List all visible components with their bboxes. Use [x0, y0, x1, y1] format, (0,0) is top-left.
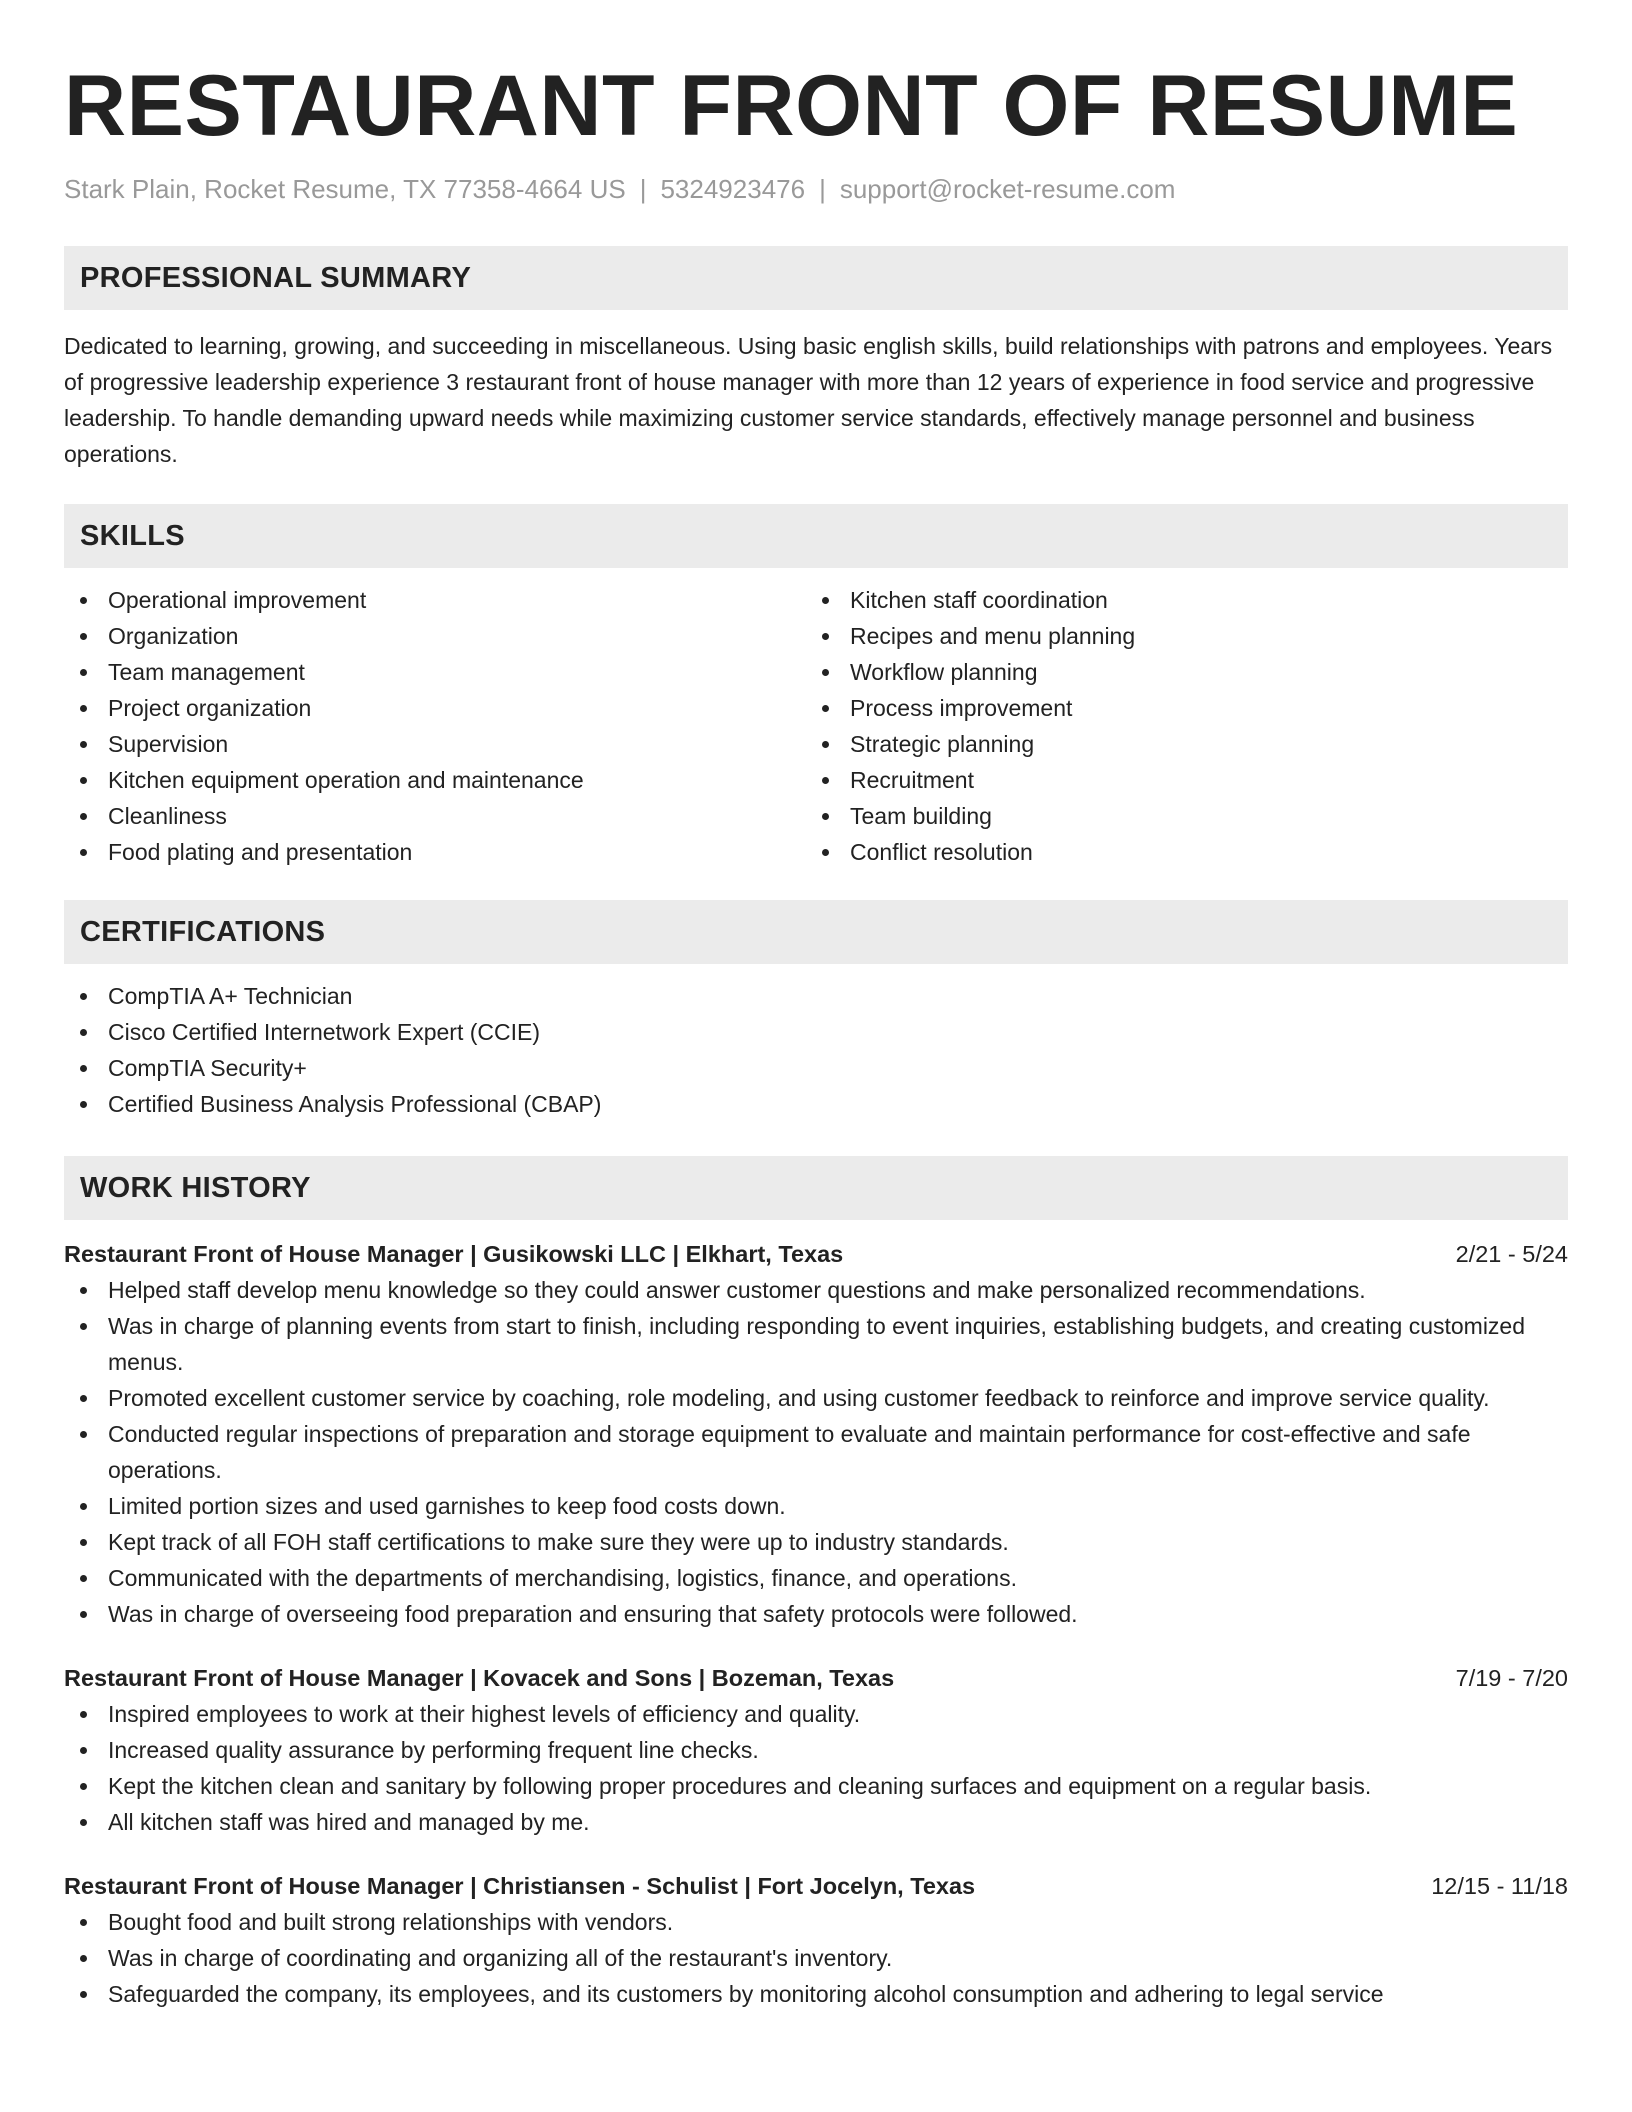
- skills-heading: SKILLS: [64, 504, 1568, 568]
- certification-item: CompTIA Security+: [64, 1050, 1568, 1086]
- job-bullet: Helped staff develop menu knowledge so they could answer customer questions and make personalized recommendations.: [64, 1272, 1568, 1308]
- skills-columns: [64, 582, 1568, 870]
- summary-text: Dedicated to learning, growing, and succeeding in miscellaneous. Using basic english skills, build relationships with patrons and employees. Years of progressive leadership experience 3 restaurant front of house manager with more than 12 years of experience in food service and progressive leadership. To handle demanding upward needs while maximizing customer service standards, effectively manage personnel and business operations.: [64, 333, 1553, 467]
- job-bullet: Communicated with the departments of merchandising, logistics, finance, and operations.: [64, 1560, 1568, 1596]
- skill-item: Project organization: [64, 690, 806, 726]
- certifications-list: [64, 978, 1568, 1122]
- job-bullet: Was in charge of overseeing food preparation and ensuring that safety protocols were followed.: [64, 1596, 1568, 1632]
- contact-phone: 5324923476: [660, 174, 806, 204]
- job-title: Restaurant Front of House Manager | Christiansen - Schulist | Fort Jocelyn, Texas: [64, 1873, 976, 1899]
- contact-line: [64, 172, 1568, 206]
- summary-heading: PROFESSIONAL SUMMARY: [64, 246, 1568, 310]
- job-title: Restaurant Front of House Manager | Gusikowski LLC | Elkhart, Texas: [64, 1241, 844, 1267]
- job-header: [64, 1868, 1568, 1904]
- skill-item: Recipes and menu planning: [806, 618, 1548, 654]
- contact-separator: |: [819, 174, 826, 204]
- job-entry: [64, 1660, 1568, 1840]
- job-dates: 7/19 - 7/20: [1455, 1665, 1568, 1691]
- skill-item: Food plating and presentation: [64, 834, 806, 870]
- work-history-section: [64, 1156, 1568, 2012]
- job-bullet: Kept track of all FOH staff certifications to make sure they were up to industry standards.: [64, 1524, 1568, 1560]
- job-bullet: Was in charge of planning events from start to finish, including responding to event inquiries, establishing budgets, and creating customized menus.: [64, 1308, 1568, 1380]
- job-bullets: [64, 1696, 1568, 1840]
- certification-item: Certified Business Analysis Professional (CBAP): [64, 1086, 1568, 1122]
- certifications-heading: CERTIFICATIONS: [64, 900, 1568, 964]
- job-bullets: [64, 1272, 1568, 1632]
- skill-item: Organization: [64, 618, 806, 654]
- work-history-heading: WORK HISTORY: [64, 1156, 1568, 1220]
- job-dates: 2/21 - 5/24: [1455, 1241, 1568, 1267]
- skill-item: Operational improvement: [64, 582, 806, 618]
- contact-separator: |: [639, 174, 647, 204]
- job-bullet: Safeguarded the company, its employees, and its customers by monitoring alcohol consumption and adhering to legal service: [64, 1976, 1568, 2012]
- summary-section: [64, 246, 1568, 472]
- jobs-container: [64, 1236, 1568, 2012]
- skill-item: Supervision: [64, 726, 806, 762]
- skill-item: Cleanliness: [64, 798, 806, 834]
- skill-item: Kitchen equipment operation and maintenance: [64, 762, 806, 798]
- job-bullet: Bought food and built strong relationships with vendors.: [64, 1904, 1568, 1940]
- job-bullet: Increased quality assurance by performing frequent line checks.: [64, 1732, 1568, 1768]
- certification-item: CompTIA A+ Technician: [64, 978, 1568, 1014]
- contact-address: Stark Plain, Rocket Resume, TX 77358-4664 US: [64, 174, 626, 204]
- skill-item: Kitchen staff coordination: [806, 582, 1548, 618]
- job-entry: [64, 1236, 1568, 1632]
- certifications-section: [64, 900, 1568, 1122]
- certification-item: Cisco Certified Internetwork Expert (CCIE): [64, 1014, 1568, 1050]
- skill-item: Workflow planning: [806, 654, 1548, 690]
- job-entry: [64, 1868, 1568, 2012]
- skills-section: [64, 504, 1568, 870]
- skills-list-left: [64, 582, 806, 870]
- skill-item: Team management: [64, 654, 806, 690]
- skill-item: Process improvement: [806, 690, 1548, 726]
- skill-item: Recruitment: [806, 762, 1548, 798]
- job-bullet: Was in charge of coordinating and organizing all of the restaurant's inventory.: [64, 1940, 1568, 1976]
- job-bullet: Kept the kitchen clean and sanitary by following proper procedures and cleaning surfaces and equipment on a regular basis.: [64, 1768, 1568, 1804]
- skill-item: Conflict resolution: [806, 834, 1548, 870]
- job-title: Restaurant Front of House Manager | Kovacek and Sons | Bozeman, Texas: [64, 1665, 895, 1691]
- skill-item: Team building: [806, 798, 1548, 834]
- job-header: [64, 1660, 1568, 1696]
- resume-name: RESTAURANT FRONT OF RESUME: [64, 58, 1519, 154]
- job-bullet: All kitchen staff was hired and managed by me.: [64, 1804, 1568, 1840]
- job-bullet: Inspired employees to work at their highest levels of efficiency and quality.: [64, 1696, 1568, 1732]
- job-bullets: [64, 1904, 1568, 2012]
- contact-email: support@rocket-resume.com: [839, 174, 1176, 204]
- job-bullet: Promoted excellent customer service by coaching, role modeling, and using customer feedback to reinforce and improve service quality.: [64, 1380, 1568, 1416]
- skills-list-right: [806, 582, 1548, 870]
- job-bullet: Limited portion sizes and used garnishes to keep food costs down.: [64, 1488, 1568, 1524]
- job-dates: 12/15 - 11/18: [1431, 1873, 1568, 1899]
- resume-page: [64, 0, 1568, 2012]
- job-bullet: Conducted regular inspections of preparation and storage equipment to evaluate and maintain performance for cost-effective and safe operations.: [64, 1416, 1568, 1488]
- skill-item: Strategic planning: [806, 726, 1548, 762]
- job-header: [64, 1236, 1568, 1272]
